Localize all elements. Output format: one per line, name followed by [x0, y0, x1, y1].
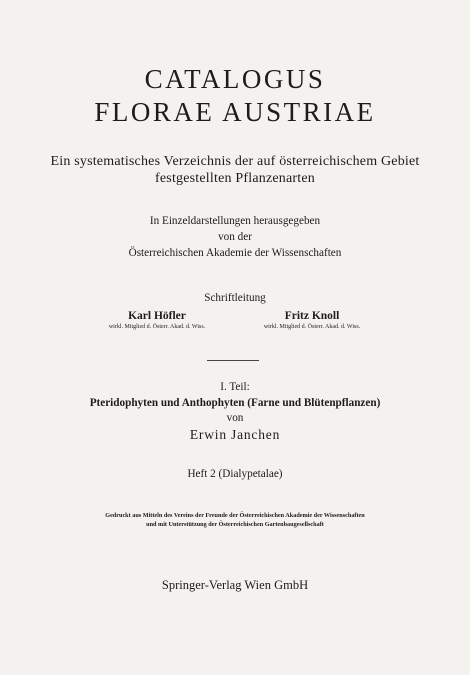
- publisher-name: Springer-Verlag Wien GmbH: [161, 578, 309, 592]
- editor-2: [236, 309, 388, 331]
- subtitle-line-2: festgestellten Pflanzenarten: [155, 171, 315, 186]
- edition-line-2: von der: [218, 231, 252, 243]
- edition-line-3: Österreichischen Akademie der Wissenschaften: [128, 247, 342, 259]
- editor-2-role: wirkl. Mitglied d. Österr. Akad. d. Wiss.: [263, 324, 361, 330]
- edition-line-1: In Einzeldarstellungen herausgegeben: [149, 215, 321, 227]
- funding-line-1: Gedruckt aus Mitteln des Vereins der Freunde der Österreichischen Akademie der Wissenschaften: [105, 512, 365, 519]
- funding-line-2: und mit Unterstützung der Österreichischen Gartenbaugesellschaft: [146, 521, 324, 528]
- issue-label: Heft 2 (Dialypetalae): [187, 468, 283, 480]
- editorship-heading: Schriftleitung: [204, 292, 266, 304]
- title-line-1: CATALOGUS: [144, 64, 326, 94]
- title-line-2: FLORAE AUSTRIAE: [94, 97, 376, 127]
- part-number: I. Teil:: [220, 381, 250, 393]
- part-by: von: [226, 412, 244, 424]
- editor-1: [82, 309, 232, 331]
- editor-2-name: Fritz Knoll: [284, 310, 340, 322]
- divider-rule: [207, 360, 259, 361]
- subtitle-line-1: Ein systematisches Verzeichnis der auf österreichischem Gebiet: [50, 154, 420, 169]
- part-name: Pteridophyten und Anthophyten (Farne und Blütenpflanzen): [89, 397, 381, 409]
- editor-1-role: wirkl. Mitglied d. Österr. Akad. d. Wiss.: [108, 324, 206, 330]
- editor-1-name: Karl Höfler: [128, 310, 186, 322]
- author-name: Erwin Janchen: [189, 427, 281, 442]
